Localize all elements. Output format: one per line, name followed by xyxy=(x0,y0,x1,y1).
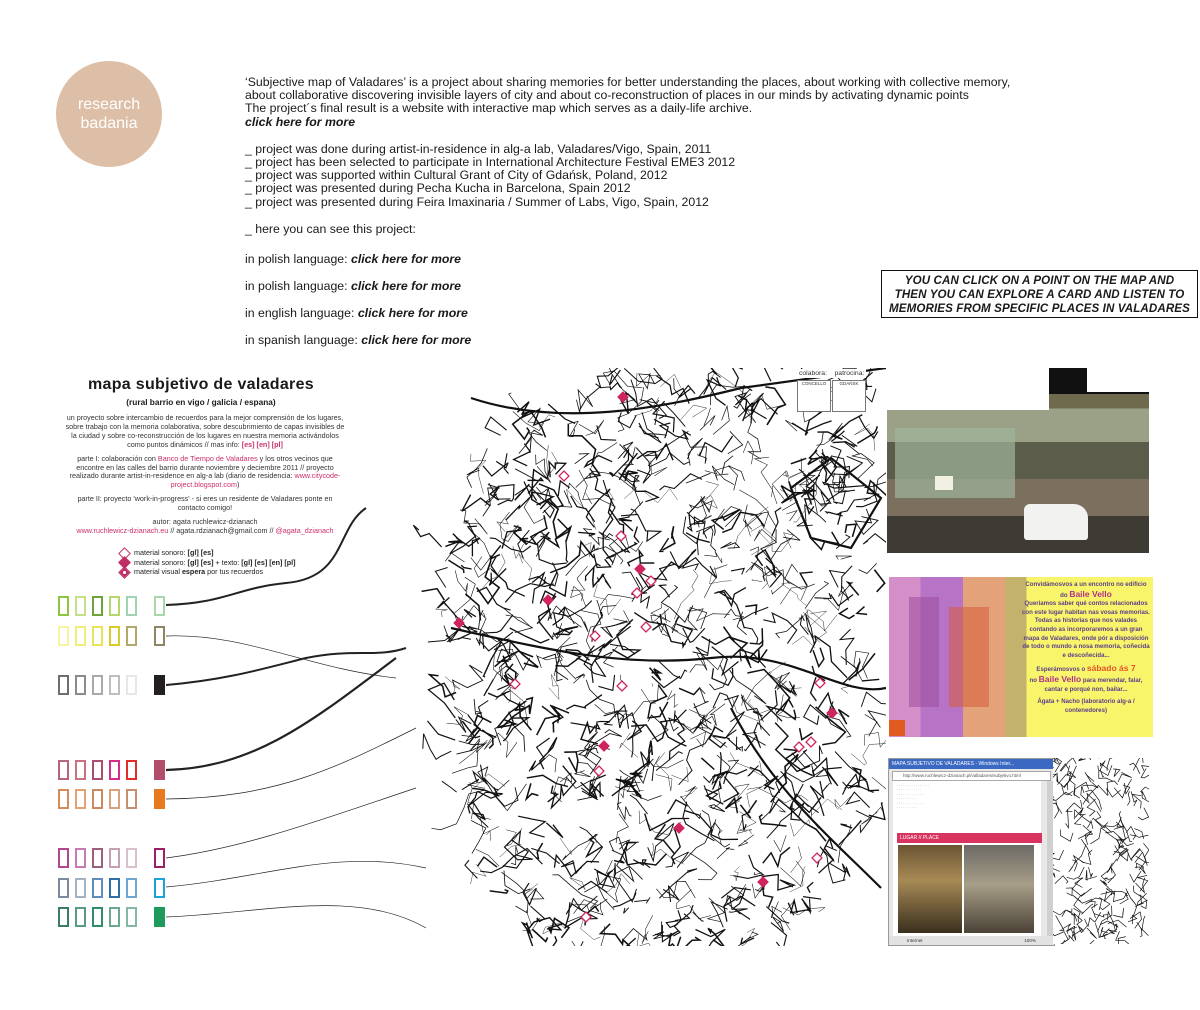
color-swatch xyxy=(109,675,120,695)
language-row-english: in english language: click here for more xyxy=(245,306,468,320)
color-swatch xyxy=(109,848,120,868)
ceiling-fan-photo xyxy=(898,845,962,933)
color-swatch xyxy=(109,596,120,616)
color-swatch xyxy=(58,760,69,780)
color-swatch xyxy=(92,907,103,927)
polish-link-2[interactable]: click here for more xyxy=(350,279,462,293)
map-detail-thumbnail xyxy=(1053,758,1149,944)
color-swatch xyxy=(75,848,86,868)
color-swatch xyxy=(126,760,137,780)
language-row-polish-2: in polish language: click here for more xyxy=(245,279,462,293)
website-screenshot xyxy=(888,758,1055,946)
color-swatch xyxy=(154,907,165,927)
color-swatch xyxy=(154,760,165,780)
color-swatch xyxy=(58,626,69,646)
color-swatch xyxy=(58,596,69,616)
gdansk-logo: GDAŃSK xyxy=(832,380,866,412)
color-swatch xyxy=(58,907,69,927)
language-links xyxy=(245,252,471,360)
color-swatch xyxy=(154,626,165,646)
color-swatch xyxy=(109,626,120,646)
color-swatch xyxy=(154,675,165,695)
browser-address-bar: http://www.ruchlewicz-dzianach.pl/valladares/subjetivo.html xyxy=(892,771,1051,781)
poster-title: mapa subjetivo de valadares xyxy=(88,376,314,393)
colabora-label: colabora: patrocina: xyxy=(799,370,865,377)
color-swatch xyxy=(58,789,69,809)
color-swatch xyxy=(92,878,103,898)
room-photo xyxy=(964,845,1034,933)
intro-line: ‘Subjective map of Valadares’ is a project about sharing memories for better understanding the places, about working with collective memory, xyxy=(245,75,1011,89)
color-swatch xyxy=(75,626,86,646)
poster-subtitle: (rural barrio en vigo / galicia / espana) xyxy=(126,397,276,407)
color-swatch xyxy=(154,878,165,898)
color-swatch xyxy=(109,789,120,809)
color-swatch xyxy=(75,760,86,780)
connector-lines xyxy=(166,468,426,948)
color-swatch xyxy=(154,789,165,809)
color-swatch xyxy=(75,596,86,616)
callout-line: YOU CAN CLICK ON A POINT ON THE MAP AND xyxy=(904,274,1175,287)
badge-line1: research xyxy=(77,96,141,113)
flyer-text: Convidámosvos a un encontro no edificio do Baile Vello Queriamos saber qué contos relacionados con este lugar habitan nas vosas memorias. Todas as historias que nos valades contando as incorporaremos a un gran mapa de Valadares, onde pór a disposición de todo o mundo a nosa memoria, coñecida e descoñecida... Esperámosvos o sábado ás 7 no Baile Vello para merendar, falar, cantar e porqué non, bailar... Ágata + Nacho (laboratorio alg-a / contenedores) xyxy=(1021,581,1151,714)
author-website-link[interactable]: www.ruchlewicz-dzianach.eu xyxy=(76,525,169,535)
color-swatch xyxy=(126,675,137,695)
badge-line2: badania xyxy=(80,115,138,132)
orange-square xyxy=(889,720,905,736)
color-swatch xyxy=(92,760,103,780)
legend-item-sound-text: material sonoro: [gl] [es] + texto: [gl] [es] [en] [pl] xyxy=(120,558,296,568)
color-swatch xyxy=(109,907,120,927)
browser-statusbar: Internet 100% xyxy=(889,936,1054,945)
color-swatch xyxy=(58,675,69,695)
color-swatch xyxy=(126,878,137,898)
color-swatch xyxy=(75,878,86,898)
color-swatch xyxy=(75,675,86,695)
spanish-link[interactable]: click here for more xyxy=(361,333,472,347)
map-instructions-box xyxy=(881,270,1198,318)
color-swatch xyxy=(126,907,137,927)
color-swatch xyxy=(58,848,69,868)
fact-line: _ project was presented during Pecha Kucha in Barcelona, Spain 2012 xyxy=(245,181,631,196)
citycode-link[interactable]: www.citycode-project.blogspot.com xyxy=(170,471,341,490)
color-swatch xyxy=(75,907,86,927)
color-swatch xyxy=(75,789,86,809)
fact-line: _ project was supported within Cultural Grant of City of Gdańsk, Poland, 2012 xyxy=(245,168,668,183)
invitation-flyer xyxy=(889,577,1153,737)
place-header: LUGAR // PLACE xyxy=(897,833,1042,843)
intro-line: about collaborative discovering invisible layers of city and about co-reconstruction of places in our minds by activating dynamic points xyxy=(245,88,969,103)
twitter-link[interactable]: @agata_dzianach xyxy=(275,525,334,535)
color-swatch xyxy=(126,626,137,646)
color-swatch xyxy=(126,848,137,868)
fact-line: _ project was presented during Feira Imaxinaria / Summer of Labs, Vigo, Spain, 2012 xyxy=(245,194,709,209)
browser-titlebar: MAPA SUBJETIVO DE VALADARES - Windows Inter... xyxy=(889,759,1054,769)
color-swatch xyxy=(92,848,103,868)
see-project-label: _ here you can see this project: xyxy=(245,221,416,236)
color-swatch xyxy=(109,878,120,898)
english-link[interactable]: click here for more xyxy=(357,306,468,320)
legend-item-visual: material visual espera por tus recuerdos xyxy=(120,567,296,577)
color-swatch xyxy=(154,596,165,616)
color-swatch xyxy=(58,878,69,898)
polish-link-1[interactable]: click here for more xyxy=(350,252,462,266)
color-swatch xyxy=(92,675,103,695)
poster-description: un proyecto sobre intercambio de recuerdos para la mejor comprensión de los lugares, sobre trabajo con la memoria colaborativa, sobre descubrimiento de capas invisibles de la ciudad y sobre co-reconstrucción de los lugares en nuestra memoria activándolos como puntos dinámicos // mas info: [es] [en] [pl] parte I: colaboración con Banco de Tiempo de Valadares y los otros vecinos que encontre en las calles del barrio durante noviembre y deciembre 2011 // proyecto realizado durante artist-in-residence en alg-a lab (diario de residencia: www.citycode-project.blogspot.com) parte II: proyecto 'work-in-progress' - si eres un residente de Valadares ponte en contacto comigo! autor: agata ruchlewicz-dzianach www.ruchlewicz-dzianach.eu // agata.rdzianach@gmail.com // @agata_dzianach xyxy=(65,413,345,535)
browser-page: · · · · · · · · · · · · · · · · · · · · · · · · · · · · · · · · · · · · · · · · · · · · · · · · · · · · · · · · · · · · · · · · · · · · · · · · · · LUGAR // PLACE xyxy=(893,781,1041,936)
fact-line: _ project has been selected to participate in International Architecture Festival EME3 2012 xyxy=(245,155,736,170)
valadares-street-map[interactable] xyxy=(411,368,886,946)
intro-line: The project´s final result is a website with interactive map which serves as a daily-life archive. xyxy=(245,101,753,116)
color-swatch xyxy=(154,848,165,868)
baile-vello-interior-photo xyxy=(887,368,1149,553)
diamond-dot-icon xyxy=(118,566,131,579)
legend-item-sound: material sonoro: [gl] [es] xyxy=(120,548,296,558)
fact-line: _ project was done during artist-in-residence in alg-a lab, Valadares/Vigo, Spain, 2011 xyxy=(245,141,712,156)
concello-logo: CONCELLO xyxy=(797,380,831,412)
project-intro xyxy=(245,76,1045,236)
research-badge[interactable] xyxy=(56,61,162,167)
banco-tiempo-link[interactable]: Banco de Tiempo de Valadares xyxy=(157,453,258,463)
color-swatch xyxy=(109,760,120,780)
color-swatch xyxy=(126,596,137,616)
language-row-spanish: in spanish language: click here for more xyxy=(245,333,472,347)
color-swatch xyxy=(92,596,103,616)
more-info-links[interactable]: [es] [en] [pl] xyxy=(241,439,283,449)
callout-line: THEN YOU CAN EXPLORE A CARD AND LISTEN TO xyxy=(894,288,1185,301)
click-here-link[interactable]: click here for more xyxy=(245,114,356,129)
language-row-polish-1: in polish language: click here for more xyxy=(245,252,462,266)
subjective-map-poster xyxy=(56,368,886,946)
callout-line: MEMORIES FROM SPECIFIC PLACES IN VALADARES xyxy=(889,302,1190,315)
color-swatch xyxy=(126,789,137,809)
color-swatch xyxy=(92,789,103,809)
color-swatch xyxy=(92,626,103,646)
